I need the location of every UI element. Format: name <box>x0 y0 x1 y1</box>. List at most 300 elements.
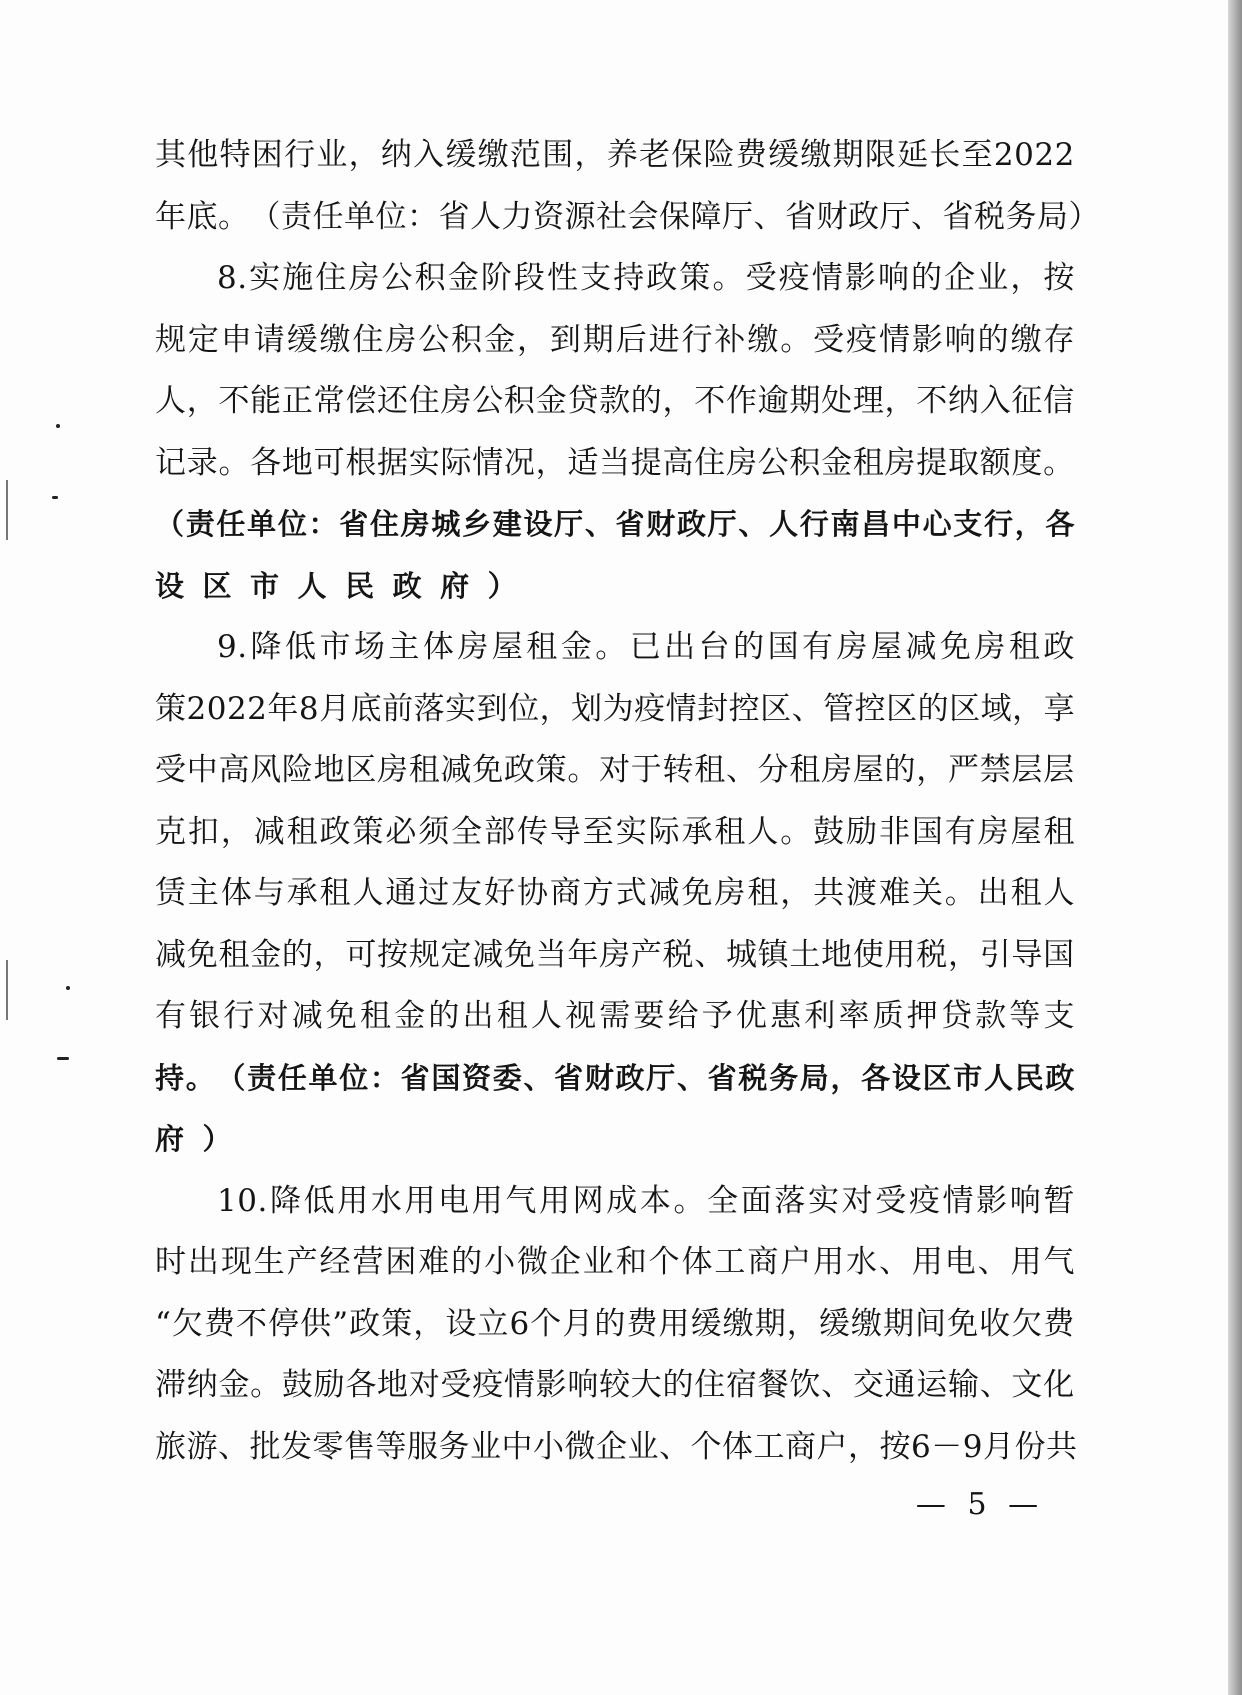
glyph: 的 <box>451 1244 483 1280</box>
glyph: 鼓 <box>813 813 845 850</box>
glyph: 障 <box>690 198 722 235</box>
glyph: 位 <box>339 1060 369 1095</box>
glyph: 房 <box>457 629 489 665</box>
glyph: 城 <box>431 507 461 541</box>
glyph: 限 <box>864 137 897 173</box>
glyph: 过 <box>418 875 450 911</box>
glyph: 封 <box>697 690 729 727</box>
glyph: 、 <box>218 1428 250 1465</box>
glyph: 人 <box>155 383 187 419</box>
glyph: 疫 <box>634 690 666 727</box>
glyph: ） <box>487 568 518 603</box>
glyph: 鼓 <box>281 1367 314 1403</box>
text-line <box>155 1294 1075 1356</box>
glyph: 地 <box>313 752 346 788</box>
glyph: 前 <box>382 690 414 727</box>
glyph: ） <box>202 1122 233 1156</box>
glyph: 行 <box>223 998 255 1034</box>
glyph: 式 <box>615 875 648 911</box>
glyph: 实 <box>807 1182 840 1219</box>
glyph: 的 <box>733 629 765 665</box>
glyph: 场 <box>353 629 386 665</box>
text-line <box>155 863 1075 925</box>
glyph: 际 <box>440 444 472 481</box>
glyph: 供 <box>300 1305 332 1342</box>
glyph: 主 <box>388 629 420 665</box>
glyph: 策 <box>381 1305 413 1342</box>
glyph: 疫 <box>846 321 878 358</box>
glyph: 有 <box>802 629 834 665</box>
glyph: 资 <box>533 198 565 235</box>
glyph: 已 <box>629 629 662 665</box>
glyph: 化 <box>1043 1367 1075 1403</box>
glyph: 根 <box>345 444 377 481</box>
glyph: 用 <box>911 1244 944 1280</box>
glyph: 际 <box>648 813 681 850</box>
glyph: 提 <box>916 444 948 481</box>
glyph: 业 <box>977 260 1009 296</box>
glyph: 民 <box>1014 1060 1045 1095</box>
glyph: 为 <box>602 690 635 727</box>
glyph: 给 <box>667 998 700 1034</box>
glyph: ： <box>369 1060 400 1095</box>
text-line <box>155 679 1075 741</box>
glyph: 。 <box>780 321 812 358</box>
glyph: 老 <box>638 137 671 173</box>
glyph: 好 <box>484 875 516 911</box>
scan-speck <box>57 1057 69 1060</box>
glyph: 局 <box>799 1060 830 1095</box>
glyph: 和 <box>615 1244 648 1280</box>
glyph: 到 <box>549 321 582 358</box>
glyph: 住 <box>352 321 384 358</box>
text-line <box>155 556 1075 618</box>
glyph: 情 <box>472 444 504 481</box>
glyph: 财 <box>646 507 676 541</box>
glyph: 个 <box>690 1428 722 1465</box>
glyph: 地 <box>281 444 314 481</box>
glyph: 纳 <box>380 137 413 173</box>
glyph: 缴 <box>1010 321 1043 358</box>
glyph: 贷 <box>567 383 599 419</box>
glyph: 、 <box>753 198 785 235</box>
glyph: 地 <box>377 1367 409 1403</box>
glyph: 围 <box>542 137 574 173</box>
glyph: 。 <box>595 629 627 665</box>
glyph: 赁 <box>155 875 187 911</box>
glyph: 特 <box>219 137 252 173</box>
glyph: 区 <box>760 690 792 727</box>
glyph: 业 <box>582 1244 615 1280</box>
glyph: 6 <box>509 1305 530 1342</box>
glyph: 情 <box>665 690 698 727</box>
glyph: 难 <box>878 875 911 911</box>
glyph: 城 <box>725 936 758 973</box>
glyph: 金 <box>250 936 282 973</box>
glyph: 协 <box>516 875 549 911</box>
glyph: 中 <box>186 752 219 788</box>
glyph: 持 <box>155 1060 185 1095</box>
glyph: 质 <box>872 998 905 1034</box>
glyph: 信 <box>1043 383 1075 419</box>
glyph: 定 <box>440 936 472 973</box>
glyph: 各 <box>250 444 282 481</box>
glyph: 租 <box>1043 813 1075 850</box>
glyph: 省 <box>615 507 646 541</box>
text-line <box>155 740 1075 802</box>
glyph: 落 <box>413 690 446 727</box>
glyph: 励 <box>313 1367 346 1403</box>
glyph: 处 <box>821 383 853 419</box>
glyph: ， <box>220 813 253 850</box>
glyph: 输 <box>947 1367 980 1403</box>
glyph: 企 <box>596 1428 628 1465</box>
glyph: 售 <box>344 1428 376 1465</box>
glyph: ， <box>516 321 549 358</box>
glyph: 政 <box>349 1305 381 1342</box>
glyph: 的 <box>977 321 1010 358</box>
glyph: 对 <box>257 998 290 1034</box>
scan-speck <box>56 424 60 428</box>
glyph: 域 <box>980 690 1013 727</box>
glyph: 会 <box>627 198 659 235</box>
text-line <box>155 986 1075 1048</box>
glyph: 缴 <box>722 1305 755 1342</box>
glyph: 户 <box>816 1428 848 1465</box>
glyph: 响 <box>1009 1182 1042 1219</box>
glyph: 租 <box>714 813 746 850</box>
glyph: 免 <box>472 752 504 788</box>
glyph: 积 <box>503 383 536 419</box>
glyph: 常 <box>313 383 346 419</box>
glyph: 适 <box>567 444 599 481</box>
glyph: 、 <box>725 752 758 788</box>
glyph: 国 <box>767 629 800 665</box>
glyph: 阶 <box>480 260 513 296</box>
glyph: 金 <box>560 629 593 665</box>
glyph: 、 <box>584 507 615 541</box>
glyph: 非 <box>878 813 911 850</box>
glyph: 租 <box>408 752 441 788</box>
glyph: 暂 <box>1043 1182 1075 1219</box>
glyph: 房 <box>440 383 472 419</box>
glyph: 到 <box>476 690 509 727</box>
glyph: 支 <box>1043 998 1075 1034</box>
glyph: ， <box>535 444 568 481</box>
glyph: 生 <box>253 1244 286 1280</box>
glyph: 转 <box>662 752 694 788</box>
glyph: 减 <box>905 629 937 665</box>
glyph: 电 <box>944 1244 977 1280</box>
glyph: ， <box>313 936 346 973</box>
glyph: 金 <box>218 1367 250 1403</box>
glyph: 现 <box>220 1244 253 1280</box>
glyph: 险 <box>281 752 314 788</box>
glyph: 务 <box>769 1060 799 1095</box>
glyph: 收 <box>979 1305 1011 1342</box>
glyph: 疫 <box>908 1182 941 1219</box>
glyph: 行 <box>681 321 713 358</box>
glyph: 缓 <box>690 1305 723 1342</box>
glyph: 长 <box>929 137 961 173</box>
glyph: 厅 <box>722 198 754 235</box>
glyph: 、 <box>979 1367 1012 1403</box>
glyph: 通 <box>884 1367 917 1403</box>
glyph: 房 <box>385 321 417 358</box>
glyph: 导 <box>549 813 582 850</box>
glyph: 响 <box>567 1367 599 1403</box>
glyph: 月 <box>562 1305 594 1342</box>
glyph: 押 <box>906 998 939 1034</box>
glyph: 用 <box>884 936 917 973</box>
glyph: 金 <box>394 998 426 1034</box>
glyph: 镇 <box>757 936 790 973</box>
glyph: 金 <box>821 444 853 481</box>
glyph: 出 <box>977 875 1010 911</box>
glyph: 底 <box>186 198 218 235</box>
glyph: 住 <box>315 260 347 296</box>
glyph: 控 <box>728 690 761 727</box>
glyph: 财 <box>584 1060 615 1095</box>
glyph: 用 <box>471 1182 504 1219</box>
glyph: ， <box>348 137 381 173</box>
glyph: 公 <box>418 321 450 358</box>
text-line <box>155 125 1075 187</box>
glyph: ， <box>1010 260 1042 296</box>
glyph: 微 <box>516 1244 549 1280</box>
glyph: 。 <box>218 444 250 481</box>
glyph: 房 <box>714 875 746 911</box>
text-line <box>155 1048 1075 1110</box>
glyph: 单 <box>247 507 277 541</box>
glyph: 缓 <box>445 137 477 173</box>
glyph: 租 <box>360 998 392 1034</box>
glyph: 管 <box>823 690 855 727</box>
glyph: 8 <box>298 690 320 727</box>
glyph: 入 <box>979 383 1012 419</box>
glyph: 缴 <box>800 137 832 173</box>
glyph: 设 <box>523 507 553 541</box>
glyph: 优 <box>735 998 768 1034</box>
glyph: 商 <box>549 875 582 911</box>
glyph: 人 <box>769 507 799 541</box>
glyph: 、 <box>694 936 726 973</box>
glyph: ， <box>884 383 917 419</box>
glyph: 公 <box>472 383 504 419</box>
glyph: 。 <box>712 260 744 296</box>
glyph: 风 <box>250 752 282 788</box>
glyph: 小 <box>484 1244 516 1280</box>
text-line <box>155 310 1075 372</box>
glyph: ， <box>848 1428 880 1465</box>
glyph: 、 <box>878 1244 911 1280</box>
glyph: 饮 <box>789 1367 821 1403</box>
glyph: ） <box>1068 198 1100 235</box>
glyph: ， <box>413 1305 445 1342</box>
glyph: 体 <box>681 1244 713 1280</box>
glyph: 策 <box>679 260 711 296</box>
glyph: 厅 <box>554 507 584 541</box>
scan-speck <box>52 496 58 499</box>
glyph: 国 <box>431 1060 461 1095</box>
glyph: 的 <box>911 260 943 296</box>
glyph: 缴 <box>477 137 510 173</box>
glyph: 受 <box>745 260 778 296</box>
glyph: 的 <box>917 690 950 727</box>
glyph: 区 <box>202 568 233 603</box>
glyph: 免 <box>325 998 358 1034</box>
glyph: 力 <box>501 198 533 235</box>
glyph: 房 <box>599 936 631 973</box>
glyph: 业 <box>470 1428 502 1465</box>
glyph: 用 <box>658 1305 691 1342</box>
glyph: （ <box>155 507 185 541</box>
glyph: 屋 <box>491 629 524 665</box>
glyph: 租 <box>747 875 779 911</box>
glyph: ， <box>662 383 694 419</box>
glyph: 租 <box>319 875 352 911</box>
glyph: 。 <box>673 1182 705 1219</box>
glyph: 政 <box>1045 1060 1075 1095</box>
glyph: 情 <box>878 321 911 358</box>
glyph: 土 <box>789 936 821 973</box>
glyph: 水 <box>846 1244 878 1280</box>
glyph: 、 <box>659 1428 691 1465</box>
glyph: 设 <box>445 1305 477 1342</box>
glyph: 单 <box>308 1060 339 1095</box>
glyph: 省 <box>707 1060 738 1095</box>
glyph: 的 <box>281 936 314 973</box>
glyph: 分 <box>757 752 790 788</box>
glyph: 省 <box>438 198 470 235</box>
glyph: 纳 <box>186 1367 219 1403</box>
glyph: 期 <box>754 1305 787 1342</box>
text-line <box>155 371 1075 433</box>
glyph: 体 <box>422 629 455 665</box>
glyph: 情 <box>503 1367 536 1403</box>
glyph: 不 <box>236 1305 268 1342</box>
text-line <box>155 1171 1075 1233</box>
glyph: ， <box>916 752 948 788</box>
glyph: 养 <box>606 137 639 173</box>
glyph: 影 <box>535 1367 568 1403</box>
glyph: 宿 <box>725 1367 758 1403</box>
glyph: 有 <box>944 813 977 850</box>
glyph: 免 <box>186 936 219 973</box>
glyph: 的 <box>428 998 460 1034</box>
glyph: 房 <box>377 752 409 788</box>
glyph: 低 <box>303 1182 336 1219</box>
glyph: 任 <box>312 198 344 235</box>
glyph: 励 <box>846 813 878 850</box>
glyph: 扣 <box>187 813 220 850</box>
glyph: 2022 <box>993 137 1075 173</box>
glyph: 位 <box>375 198 407 235</box>
glyph: 2022 <box>186 690 268 727</box>
glyph: 餐 <box>757 1367 790 1403</box>
glyph: 公 <box>757 444 790 481</box>
glyph: 10. <box>217 1182 268 1219</box>
glyph: 责 <box>281 198 313 235</box>
glyph: 必 <box>385 813 417 850</box>
glyph: 能 <box>250 383 282 419</box>
glyph: 产 <box>630 936 663 973</box>
glyph: 租 <box>694 752 726 788</box>
glyph: 税 <box>974 198 1006 235</box>
glyph: 全 <box>707 1182 739 1219</box>
glyph: 租 <box>526 629 558 665</box>
glyph: 期 <box>582 321 615 358</box>
glyph: 需 <box>599 998 631 1034</box>
glyph: 的 <box>662 1367 694 1403</box>
glyph: 月 <box>319 690 351 727</box>
glyph: 房 <box>821 752 853 788</box>
glyph: 缓 <box>286 321 319 358</box>
glyph: 请 <box>253 321 286 358</box>
glyph: 当 <box>535 936 568 973</box>
glyph: 省 <box>400 1060 431 1095</box>
glyph: 工 <box>753 1428 785 1465</box>
glyph: 租 <box>789 752 821 788</box>
glyph: 高 <box>218 752 250 788</box>
glyph: （ <box>216 1060 246 1095</box>
glyph: 政 <box>319 813 352 850</box>
glyph: 务 <box>1005 198 1037 235</box>
glyph: 主 <box>187 875 220 911</box>
glyph: 落 <box>774 1182 806 1219</box>
glyph: 较 <box>599 1367 631 1403</box>
glyph: 底 <box>350 690 383 727</box>
glyph: 经 <box>319 1244 352 1280</box>
glyph: 期 <box>882 1305 915 1342</box>
glyph: 对 <box>408 1367 441 1403</box>
glyph: 降 <box>269 1182 302 1219</box>
glyph: 困 <box>385 1244 417 1280</box>
glyph: 区 <box>949 690 981 727</box>
glyph: 至 <box>961 137 994 173</box>
glyph: 厅 <box>707 507 738 541</box>
glyph: 免 <box>681 875 713 911</box>
glyph: 作 <box>725 383 758 419</box>
glyph: 厅 <box>879 198 911 235</box>
glyph: 人 <box>530 998 563 1034</box>
glyph: 费 <box>203 1305 236 1342</box>
glyph: 9. <box>217 629 248 665</box>
glyph: 8. <box>217 260 248 296</box>
glyph: 建 <box>492 507 523 541</box>
glyph: 影 <box>976 1182 1008 1219</box>
glyph: 施 <box>282 260 314 296</box>
glyph: 单 <box>344 198 376 235</box>
glyph: ， <box>830 1060 860 1095</box>
glyph: 政 <box>392 568 423 603</box>
glyph: 记 <box>155 444 187 481</box>
glyph: 任 <box>216 507 246 541</box>
glyph: 南 <box>830 507 860 541</box>
glyph: 微 <box>564 1428 596 1465</box>
glyph: 水 <box>370 1182 403 1219</box>
glyph: 利 <box>804 998 836 1034</box>
glyph: 支 <box>580 260 612 296</box>
glyph: 气 <box>505 1182 537 1219</box>
glyph: 心 <box>922 507 953 541</box>
glyph: 、 <box>911 198 943 235</box>
glyph: 提 <box>630 444 663 481</box>
glyph: 厅 <box>646 1060 676 1095</box>
glyph: 本 <box>639 1182 672 1219</box>
text-line <box>155 1355 1075 1417</box>
glyph: 费 <box>735 137 768 173</box>
